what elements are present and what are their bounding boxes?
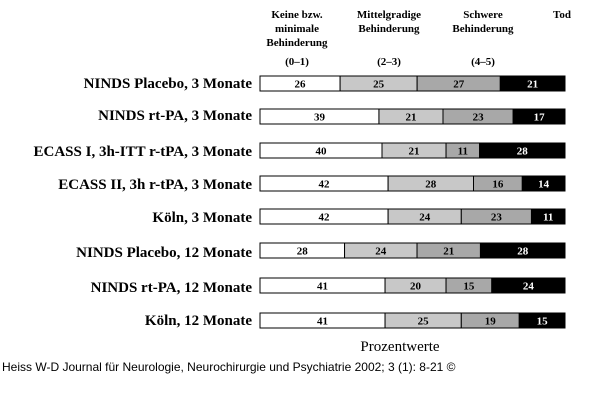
citation-text: Heiss W-D Journal für Neurologie, Neurochirurgie und Psychiatrie 2002; 3 (1): 8-21 © xyxy=(2,360,456,374)
segment-value-label: 28 xyxy=(425,178,437,191)
segment-value-label: 28 xyxy=(516,145,528,158)
segment-value-label: 26 xyxy=(294,78,306,91)
segment-value-label: 23 xyxy=(490,211,502,224)
legend-range-moderate: (2–3) xyxy=(377,56,401,68)
segment-value-label: 41 xyxy=(317,280,329,293)
row-label: ECASS II, 3h r-tPA, 3 Monate xyxy=(58,177,252,193)
segment-value-label: 21 xyxy=(408,145,420,158)
segment-value-label: 11 xyxy=(543,211,554,224)
segment-value-label: 11 xyxy=(457,145,469,158)
segment-value-label: 15 xyxy=(536,315,548,328)
segment-value-label: 28 xyxy=(296,245,308,258)
row-label: ECASS I, 3h-ITT r-tPA, 3 Monate xyxy=(33,144,252,160)
legend-header-severe: Schwere Behinderung xyxy=(452,9,514,35)
segment-value-label: 14 xyxy=(538,178,550,191)
caption-strip xyxy=(0,360,600,417)
x-axis-title: Prozentwerte xyxy=(360,339,440,355)
segment-value-label: 24 xyxy=(522,280,534,293)
segment-value-label: 42 xyxy=(318,178,330,191)
segment-value-label: 24 xyxy=(419,211,431,224)
row-label: Köln, 12 Monate xyxy=(144,313,252,329)
segment-value-label: 41 xyxy=(317,315,329,328)
segment-value-label: 23 xyxy=(472,111,484,124)
legend-header-death: Tod xyxy=(553,9,571,21)
segment-value-label: 21 xyxy=(405,111,417,124)
row-label: NINDS Placebo, 12 Monate xyxy=(76,245,252,261)
segment-value-label: 27 xyxy=(453,78,465,91)
segment-value-label: 25 xyxy=(373,78,385,91)
segment-value-label: 17 xyxy=(533,111,545,124)
segment-value-label: 21 xyxy=(527,78,539,91)
row-label: NINDS rt-PA, 12 Monate xyxy=(90,280,252,296)
legend-range-severe: (4–5) xyxy=(471,56,495,68)
row-label: Köln, 3 Monate xyxy=(152,210,252,226)
segment-value-label: 39 xyxy=(313,111,325,124)
segment-value-label: 16 xyxy=(492,178,504,191)
segment-value-label: 25 xyxy=(417,315,429,328)
segment-value-label: 15 xyxy=(463,280,475,293)
legend-header-none: Keine bzw. minimale Behinderung xyxy=(266,9,328,49)
segment-value-label: 19 xyxy=(484,315,496,328)
row-label: NINDS rt-PA, 3 Monate xyxy=(98,108,252,124)
segment-value-label: 40 xyxy=(315,145,327,158)
segment-value-label: 21 xyxy=(443,245,455,258)
legend-range-none: (0–1) xyxy=(285,56,309,68)
segment-value-label: 24 xyxy=(375,245,387,258)
segment-value-label: 28 xyxy=(517,245,529,258)
legend-header-moderate: Mittelgradige Behinderung xyxy=(356,9,422,35)
segment-value-label: 20 xyxy=(410,280,422,293)
segment-value-label: 42 xyxy=(318,211,330,224)
row-label: NINDS Placebo, 3 Monate xyxy=(83,76,252,92)
